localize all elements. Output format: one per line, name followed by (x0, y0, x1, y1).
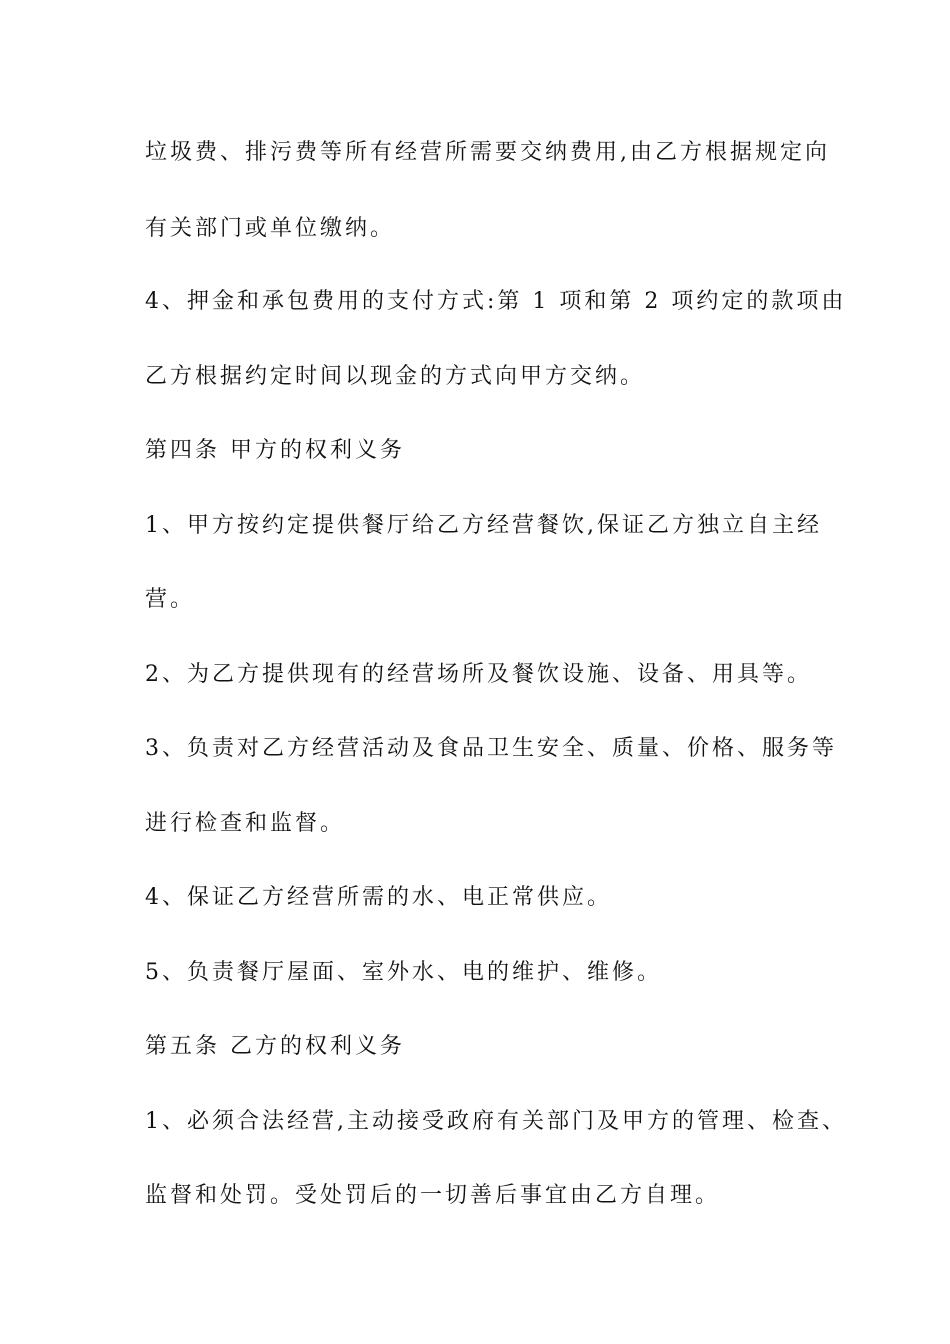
text-line-6: 1、甲方按约定提供餐厅给乙方经营餐饮,保证乙方独立自主经 (145, 513, 822, 538)
text-line-15: 监督和处罚。受处罚后的一切善后事宜由乙方自理。 (145, 1183, 721, 1208)
text-line-14: 1、必须合法经营,主动接受政府有关部门及甲方的管理、检查、 (145, 1109, 847, 1134)
text-line-1: 垃圾费、排污费等所有经营所需要交纳费用,由乙方根据规定向 (145, 140, 830, 165)
text-line-7: 营。 (145, 587, 196, 612)
text-line-12: 5、负责餐厅屋面、室外水、电的维护、维修。 (145, 960, 662, 985)
section-heading-5: 第五条 乙方的权利义务 (145, 1034, 405, 1059)
text-line-9: 3、负责对乙方经营活动及食品卫生安全、质量、价格、服务等 (145, 736, 837, 761)
text-line-3: 4、押金和承包费用的支付方式:第 1 项和第 2 项约定的款项由 (145, 289, 847, 314)
text-line-4: 乙方根据约定时间以现金的方式向甲方交纳。 (145, 364, 646, 389)
section-heading-4: 第四条 甲方的权利义务 (145, 438, 405, 463)
text-line-11: 4、保证乙方经营所需的水、电正常供应。 (145, 885, 612, 910)
text-line-2: 有关部门或单位缴纳。 (145, 216, 396, 241)
text-line-8: 2、为乙方提供现有的经营场所及餐饮设施、设备、用具等。 (145, 662, 812, 687)
text-line-10: 进行检查和监督。 (145, 811, 346, 836)
